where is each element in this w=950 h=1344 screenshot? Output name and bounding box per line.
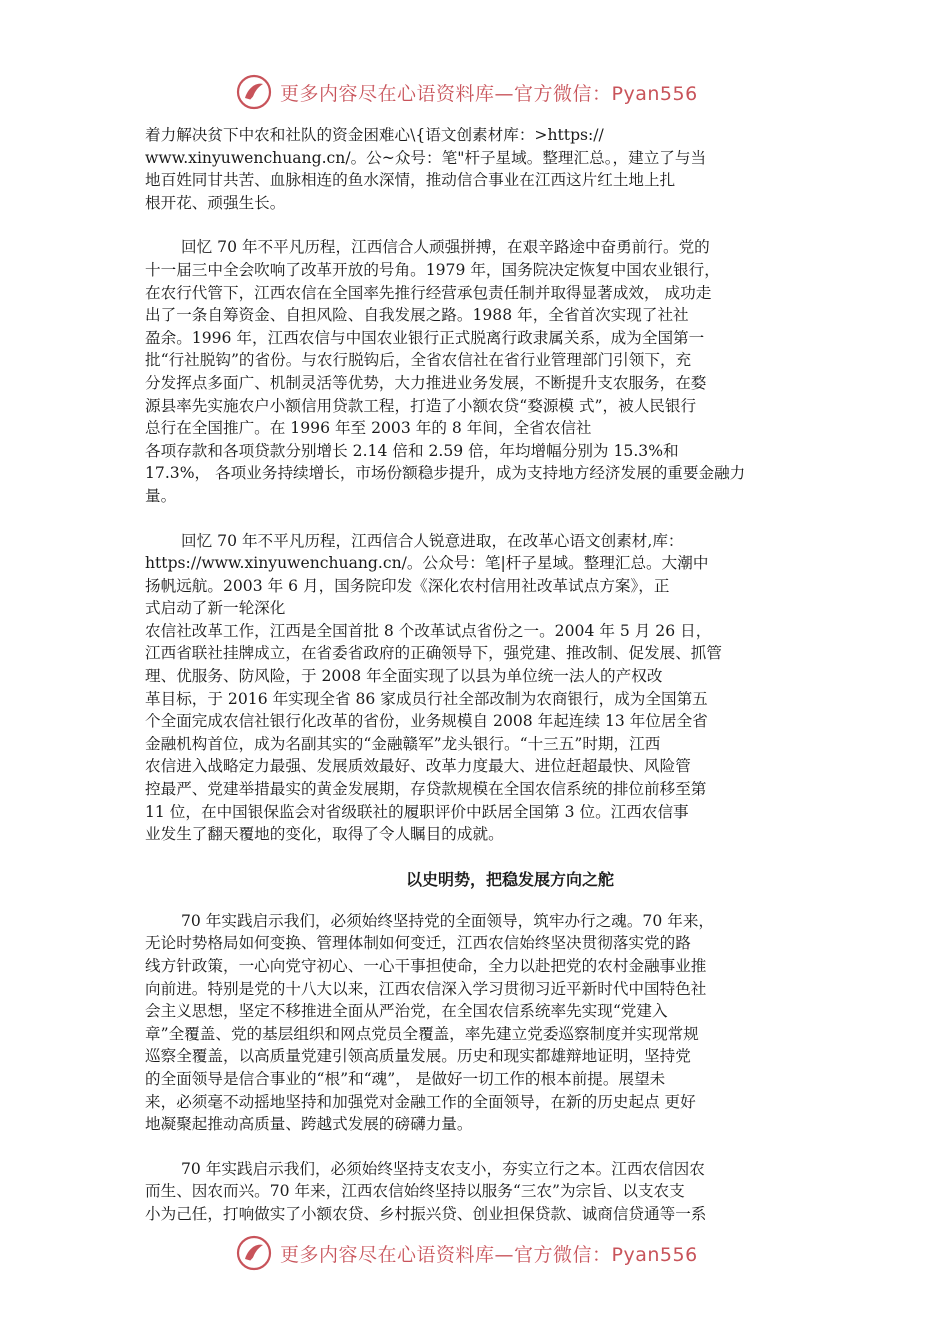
paragraph-4 [145,910,815,1136]
text-line: 盈余。1996 年，江西农信与中国农业银行正式脱离行政隶属关系，成为全国第一 [145,328,705,347]
text-line: 巡察全覆盖，以高质量党建引领高质量发展。历史和现实都雄辩地证明，坚持党 [145,1047,691,1066]
text-line: 江西省联社挂牌成立，在省委省政府的正确领导下，强党建、推改制、促发展、抓管 [145,644,722,663]
seal-logo-icon [236,1235,272,1271]
text-line: 在农行代管下，江西农信在全国率先推行经营承包责任制并取得显著成效， 成功走 [145,283,712,302]
text-line: 农信社改革工作，江西是全国首批 8 个改革试点省份之一。2004 年 5 月 26 日， [145,621,712,640]
text-line: 17.3%， 各项业务持续增长，市场份额稳步提升，成为支持地方经济发展的重要金融力 [145,464,746,483]
text-line: 根开花、顽强生长。 [145,193,286,212]
text-line: 11 位，在中国银保监会对省级联社的履职评价中跃居全国第 3 位。江西农信事 [145,802,689,821]
text-line: 地凝聚起推动高质量、跨越式发展的磅礴力量。 [145,1115,473,1134]
text-line: 70 年实践启示我们，必须始终坚持支农支小，夯实立行之本。江西农信因农 [181,1159,705,1178]
text-line: https://www.xinyuwenchuang.cn/。公众号：笔|杆子星域。整理汇总。大潮中 [145,554,709,573]
text-line: 个全面完成农信社银行化改革的省份，业务规模自 2008 年起连续 13 年位居全省 [145,712,708,731]
text-line: 地百姓同甘共苦、血脉相连的鱼水深情，推动信合事业在江西这片红土地上扎 [145,171,676,190]
text-line: 分发挥点多面广、机制灵活等优势，大力推进业务发展，不断提升支农服务，在婺 [145,373,707,392]
section-heading: 以史明势，把稳发展方向之舵 [405,869,614,889]
paragraph-1 [145,124,815,214]
text-line: 源县率先实施农户小额信用贷款工程，打造了小额农贷“婺源模 式”，被人民银行 [145,396,697,415]
text-line: 式启动了新一轮深化 [145,599,286,618]
text-line: www.xinyuwenchuang.cn/。公~众号：笔"杆子星域。整理汇总。，建立了与当 [145,148,707,167]
paragraph-5 [145,1158,815,1226]
text-line: 回忆 70 年不平凡历程，江西信合人锐意进取，在改革心语文创素材,库： [181,531,684,550]
paragraph-3 [145,530,815,846]
banner-text: 更多内容尽在心语资料库—官方微信：Pyan556 [280,82,698,105]
text-line: 理、优服务、防风险，于 2008 年全面实现了以县为单位统一法人的产权改 [145,667,663,686]
text-line: 出了一条自筹资金、自担风险、自我发展之路。1988 年，全省首次实现了社社 [145,306,689,325]
text-line: 线方针政策，一心向党守初心、一心干事担使命，全力以赴把党的农村金融事业推 [145,957,707,975]
text-line: 十一届三中全会吹响了改革开放的号角。1979 年，国务院决定恢复中国农业银行， [145,260,720,279]
text-line: 无论时势格局如何变换、管理体制如何变迁，江西农信始终坚决贯彻落实党的路 [145,934,691,953]
text-line: 批“行社脱钩”的省份。与农行脱钩后，全省农信社在省行业管理部门引领下，充 [145,351,692,370]
text-line: 各项存款和各项贷款分别增长 2.14 倍和 2.59 倍，年均增幅分别为 15.3%和 [145,441,679,460]
text-line: 金融机构首位，成为名副其实的“金融赣军”龙头银行。“十三五”时期，江西 [145,734,661,753]
text-line: 着力解决贫下中农和社队的资金困难心\{语文创素材库：>https:// [145,126,604,144]
document-body [145,124,815,1248]
text-line: 业发生了翻天覆地的变化，取得了令人瞩目的成就。 [145,825,504,844]
text-line: 来，必须毫不动摇地坚持和加强党对金融工作的全面领导，在新的历史起点 更好 [145,1092,696,1111]
text-line: 会主义思想，坚定不移推进全面从严治党，在全国农信系统率先实现“党建入 [145,1002,668,1021]
text-line: 回忆 70 年不平凡历程，江西信合人顽强拼搏，在艰辛路途中奋勇前行。党的 [181,238,710,257]
text-line: 控最严、党建举措最实的黄金发展期，存贷款规模在全国农信系统的排位前移至第 [145,780,707,799]
text-line: 而生、因农而兴。70 年来，江西农信始终坚持以服务“三农”为宗旨、以支农支 [145,1182,685,1201]
text-line: 扬帆远航。2003 年 6 月，国务院印发《深化农村信用社改革试点方案》，正 [145,576,670,595]
text-line: 量。 [145,486,177,505]
text-line: 革目标，于 2016 年实现全省 86 家成员行社全部改制为农商银行，成为全国第五 [145,689,708,708]
banner-text: 更多内容尽在心语资料库—官方微信：Pyan556 [280,1243,698,1266]
text-line: 向前进。特别是党的十八大以来，江西农信深入学习贯彻习近平新时代中国特色社 [145,979,707,998]
text-line: 小为己任，打响做实了小额农贷、乡村振兴贷、创业担保贷款、诚商信贷通等一系 [145,1204,707,1223]
text-line: 农信进入战略定力最强、发展质效最好、改革力度最大、进位赶超最快、风险管 [145,757,691,776]
text-line: 章”全覆盖、党的基层组织和网点党员全覆盖，率先建立党委巡察制度并实现常规 [145,1024,699,1043]
text-line: 总行在全国推广。在 1996 年至 2003 年的 8 年间，全省农信社 [145,419,592,438]
text-line: 70 年实践启示我们，必须始终坚持党的全面领导，筑牢办行之魂。70 年来， [181,911,715,930]
text-line: 的全面领导是信合事业的“根”和“魂”， 是做好一切工作的根本前提。展望未 [145,1069,666,1088]
top-banner [236,72,698,112]
bottom-banner [236,1233,698,1273]
seal-logo-icon [236,74,272,110]
paragraph-2 [145,236,815,507]
